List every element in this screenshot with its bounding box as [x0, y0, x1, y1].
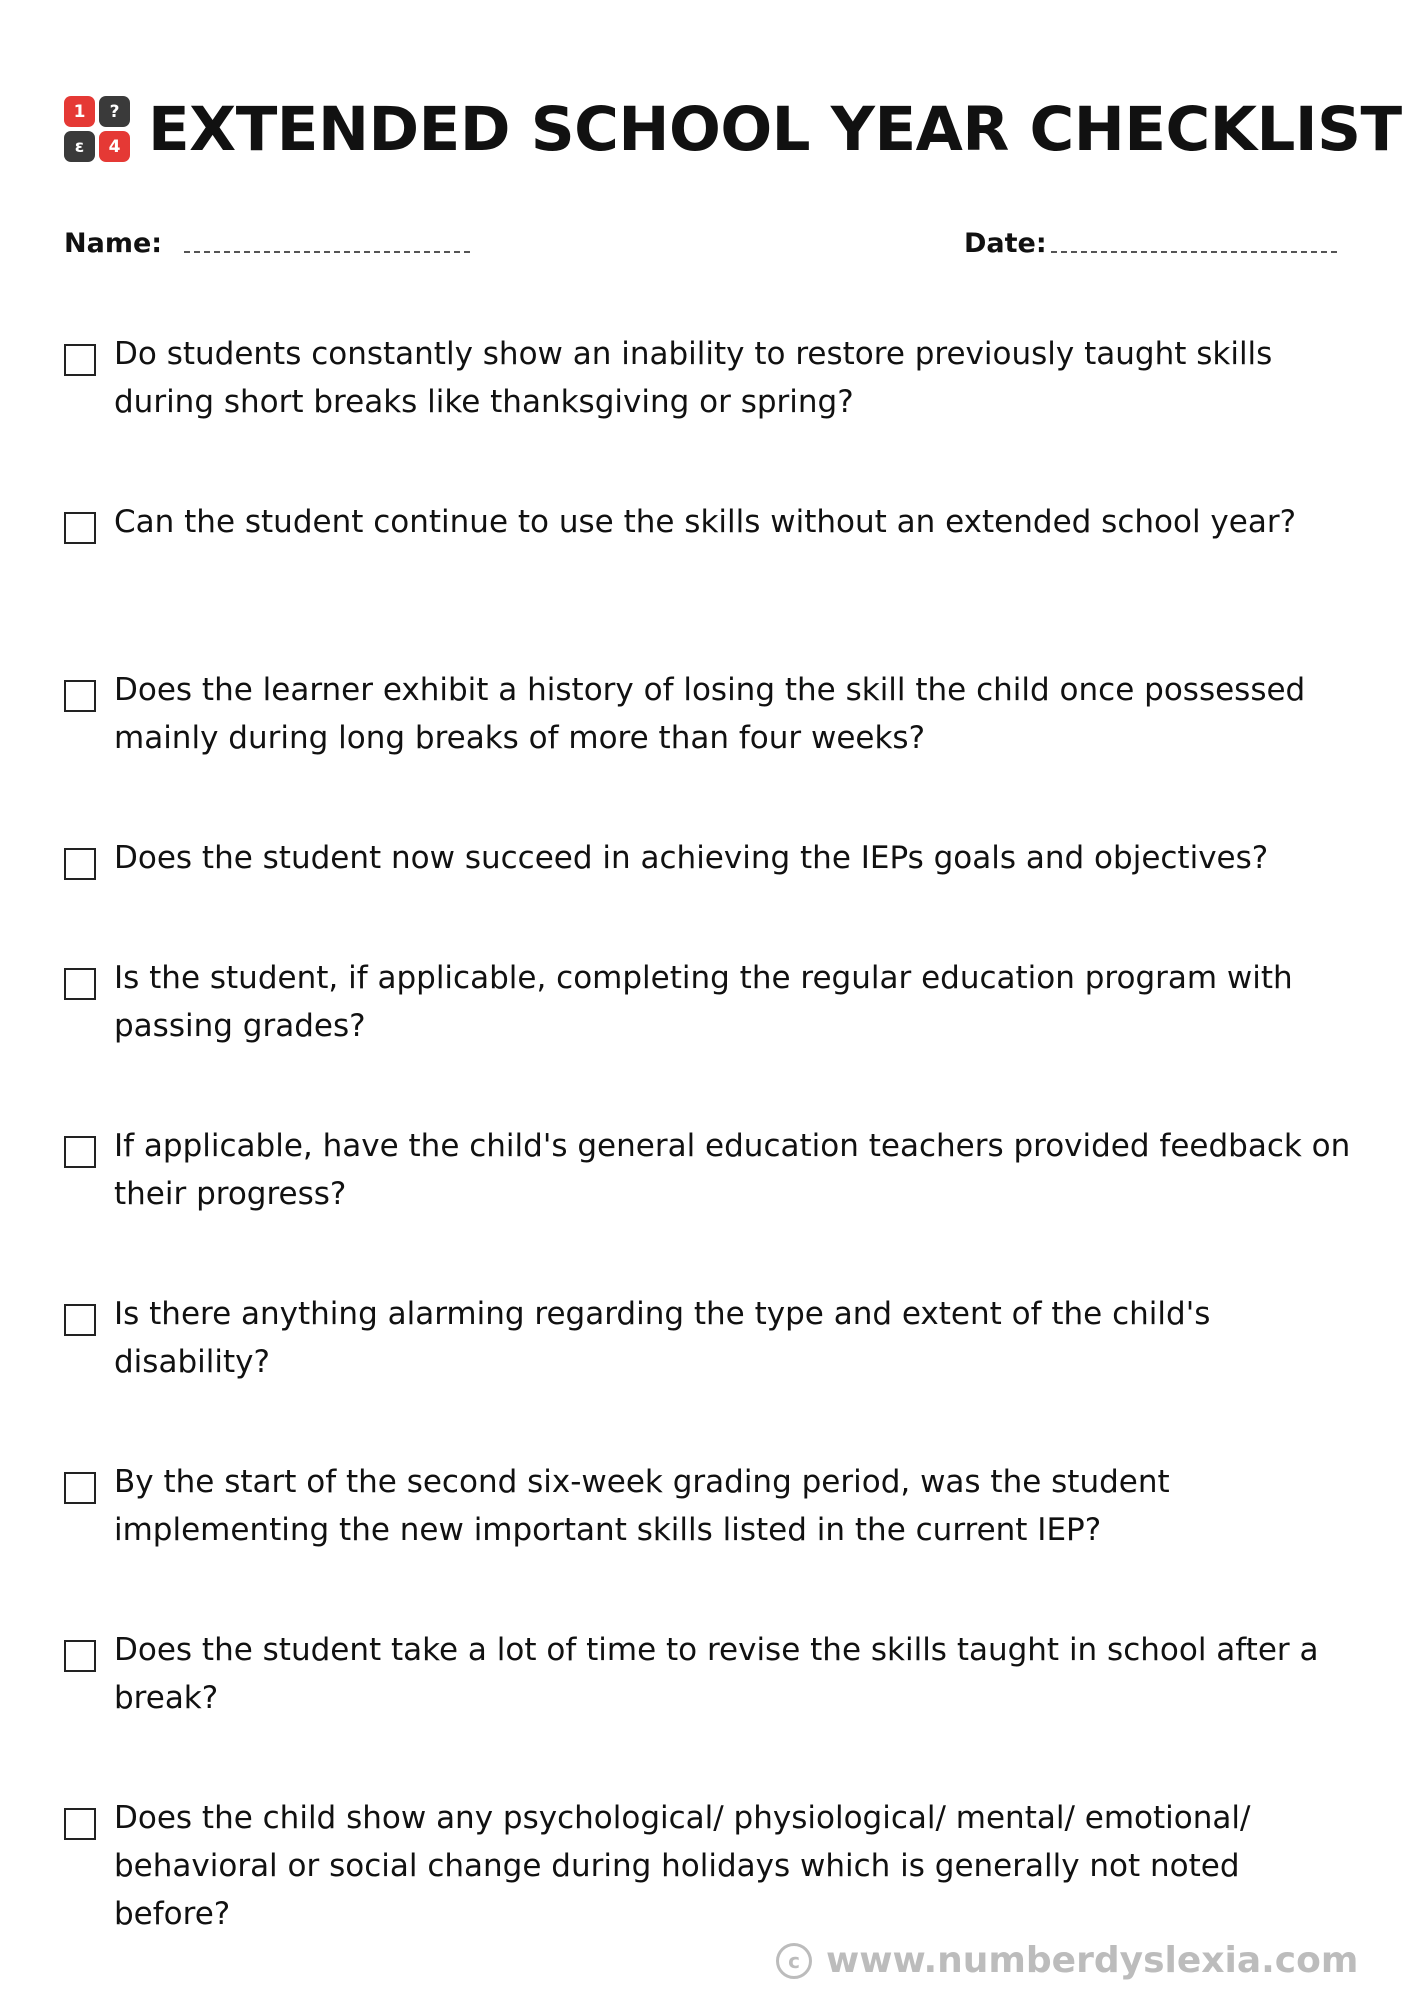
checklist-item: [64, 1794, 1364, 1938]
checklist-item-text: Does the student take a lot of time to revise the skills taught in school after a break?: [114, 1632, 1319, 1716]
checklist-item: [64, 1122, 1364, 1218]
checkbox[interactable]: [64, 1304, 96, 1336]
logo-cell: ?: [99, 96, 130, 127]
checklist-item: [64, 1290, 1364, 1386]
checkbox[interactable]: [64, 680, 96, 712]
checkbox[interactable]: [64, 344, 96, 376]
checkbox[interactable]: [64, 968, 96, 1000]
checklist-item: [64, 498, 1364, 546]
website-link[interactable]: www.numberdyslexia.com: [826, 1940, 1359, 1981]
checkbox[interactable]: [64, 1472, 96, 1504]
page-header: [64, 88, 1402, 170]
checklist-item-text: By the start of the second six-week grading period, was the student implementing the new important skills listed in the current IEP?: [114, 1464, 1170, 1548]
date-label: Date:: [964, 228, 1047, 259]
checkbox[interactable]: [64, 512, 96, 544]
checklist-item-text: Does the student now succeed in achieving the IEPs goals and objectives?: [114, 840, 1269, 876]
name-label: Name:: [64, 228, 163, 259]
checklist-item-text: Is there anything alarming regarding the type and extent of the child's disability?: [114, 1296, 1211, 1380]
checklist-item-text: Does the child show any psychological/ physiological/ mental/ emotional/ behavioral or social change during holidays which is generally not noted before?: [114, 1800, 1251, 1932]
checklist-item-text: Do students constantly show an inability to restore previously taught skills during short breaks like thanksgiving or spring?: [114, 336, 1273, 420]
date-input-line[interactable]: [1051, 250, 1337, 253]
checklist-item: [64, 954, 1364, 1050]
footer-watermark: [776, 1940, 1358, 1981]
logo-cell: 1: [64, 96, 95, 127]
checklist-item-text: Is the student, if applicable, completing the regular education program with passing grades?: [114, 960, 1293, 1044]
checklist-item: [64, 330, 1364, 426]
copyright-icon: c: [776, 1943, 812, 1979]
number-dyslexia-logo-icon: [64, 96, 130, 162]
checklist-item: [64, 1626, 1364, 1722]
checklist-item-text: Does the learner exhibit a history of losing the skill the child once possessed mainly during long breaks of more than four weeks?: [114, 672, 1306, 756]
name-input-line[interactable]: [184, 250, 470, 253]
checkbox[interactable]: [64, 1136, 96, 1168]
checkbox[interactable]: [64, 1808, 96, 1840]
checklist-item: [64, 666, 1364, 762]
logo-cell: ε: [64, 131, 95, 162]
logo-cell: 4: [99, 131, 130, 162]
checklist-item-text: Can the student continue to use the skills without an extended school year?: [114, 504, 1297, 540]
checklist-item: [64, 834, 1364, 882]
date-field: [964, 228, 1337, 259]
checklist-item-text: If applicable, have the child's general education teachers provided feedback on their progress?: [114, 1128, 1351, 1212]
page-title: EXTENDED SCHOOL YEAR CHECKLIST: [148, 93, 1402, 165]
name-field: [64, 228, 470, 259]
checkbox[interactable]: [64, 1640, 96, 1672]
checklist-item: [64, 1458, 1364, 1554]
checkbox[interactable]: [64, 848, 96, 880]
